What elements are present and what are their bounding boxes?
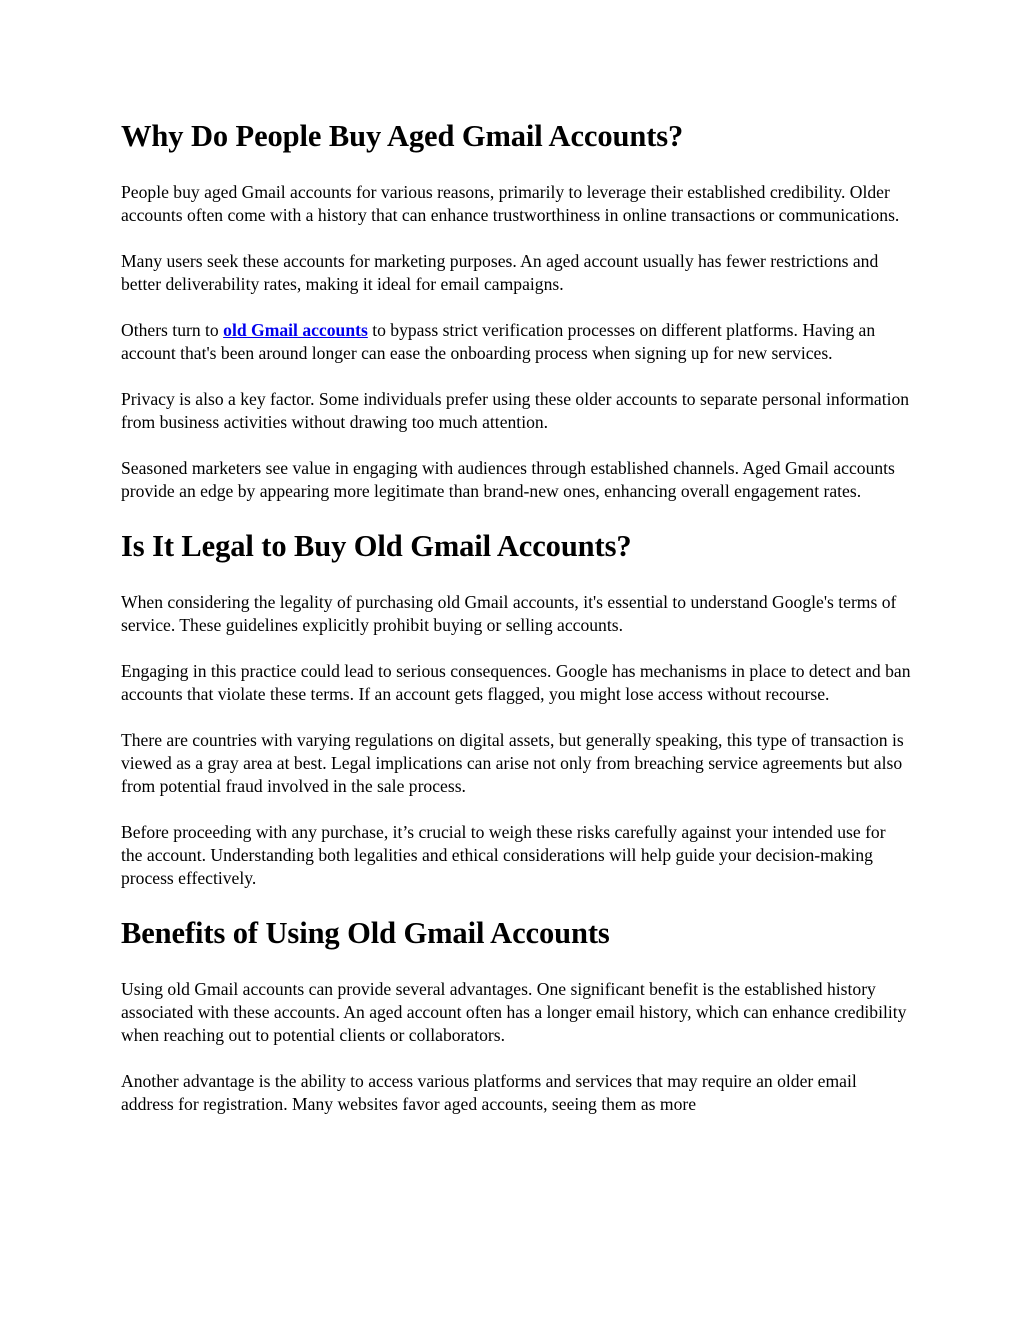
paragraph: People buy aged Gmail accounts for various reasons, primarily to leverage their established credibility. Older accounts often come with a history that can enhance trustworthiness in online transactions or communications. (121, 182, 900, 225)
section-heading: Why Do People Buy Aged Gmail Accounts? (121, 119, 684, 153)
section-why-buy (121, 116, 911, 503)
paragraph: There are countries with varying regulations on digital assets, but generally speaking, this type of transaction is viewed as a gray area at best. Legal implications can arise not only from breaching service agreements but also from potential fraud involved in the sale process. (121, 730, 904, 796)
paragraph: When considering the legality of purchasing old Gmail accounts, it's essential to understand Google's terms of service. These guidelines explicitly prohibit buying or selling accounts. (121, 592, 897, 635)
section-legality (121, 526, 911, 890)
old-gmail-accounts-link[interactable]: old Gmail accounts (223, 320, 368, 340)
section-heading: Is It Legal to Buy Old Gmail Accounts? (121, 529, 632, 563)
paragraph: Privacy is also a key factor. Some individuals prefer using these older accounts to separate personal information from business activities without drawing too much attention. (121, 389, 910, 432)
paragraph: Many users seek these accounts for marketing purposes. An aged account usually has fewer restrictions and better deliverability rates, making it ideal for email campaigns. (121, 251, 879, 294)
paragraph-text: Others turn to (121, 320, 224, 340)
section-benefits (121, 913, 911, 1116)
paragraph: Using old Gmail accounts can provide several advantages. One significant benefit is the established history associated with these accounts. An aged account often has a longer email history, which can enhance credibility when reaching out to potential clients or collaborators. (121, 979, 907, 1045)
document-page (121, 116, 911, 1139)
paragraph: Seasoned marketers see value in engaging with audiences through established channels. Aged Gmail accounts provide an edge by appearing more legitimate than brand-new ones, enhancing overall engagement rates. (121, 458, 895, 501)
paragraph: Before proceeding with any purchase, it’s crucial to weigh these risks carefully against your intended use for the account. Understanding both legalities and ethical considerations will help guide your decision-making process effectively. (121, 822, 886, 888)
paragraph: Engaging in this practice could lead to serious consequences. Google has mechanisms in place to detect and ban accounts that violate these terms. If an account gets flagged, you might lose access without recourse. (121, 661, 911, 704)
paragraph-with-link (121, 319, 911, 365)
paragraph: Another advantage is the ability to access various platforms and services that may require an older email address for registration. Many websites favor aged accounts, seeing them as more (121, 1071, 857, 1114)
section-heading: Benefits of Using Old Gmail Accounts (121, 916, 610, 950)
paragraph-text: to bypass strict verification processes on different platforms. Having an account that's been around longer can ease the onboarding process when signing up for new services. (121, 320, 876, 363)
